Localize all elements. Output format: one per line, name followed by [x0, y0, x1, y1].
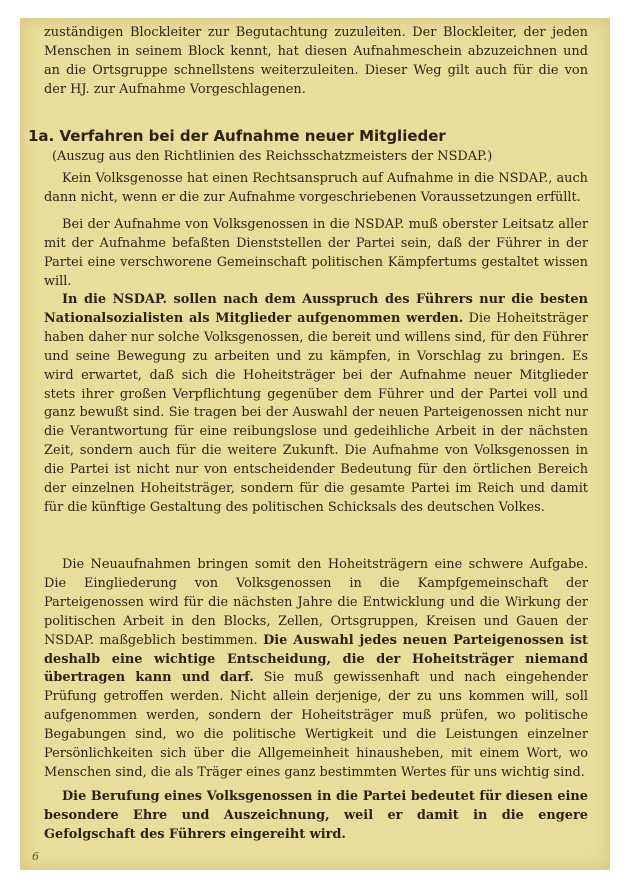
paragraph-3	[44, 291, 588, 518]
paragraph-4	[44, 556, 588, 783]
document-page	[20, 18, 610, 870]
intro-paragraph: zuständigen Blockleiter zur Begutachtung zuzuleiten. Der Blockleiter, der jeden Menschen in seinem Block kennt, hat diesen Aufnahmeschein abzuzeichnen und an die Ortsgruppe schnellstens weiterzuleiten. Dieser Weg gilt auch für die von der HJ. zur Aufnahme Vorgeschlagenen.	[44, 25, 588, 97]
paragraph-4-end: Sie muß gewissenhaft und nach eingehender Prüfung getroffen werden. Nicht allein derjenige, der zu uns kommen will, soll aufgenommen werden, sondern der Hoheitsträger muß prüfen, wo politische Begabungen sind, wo die politische Wertigkeit und die Leistungen einzelner Persönlichkeiten sich über die Allgemeinheit hinausheben, mit einem Wort, wo Menschen sind, die als Träger eines ganz bestimmten Wertes für uns wichtig sind.	[44, 670, 588, 780]
page-number: 6	[32, 850, 39, 863]
paragraph-1: Kein Volksgenosse hat einen Rechtsanspruch auf Aufnahme in die NSDAP., auch dann nicht, wenn er die zur Aufnahme vorgeschriebenen Voraussetzungen erfüllt.	[44, 171, 588, 205]
paragraph-2: Bei der Aufnahme von Volksgenossen in die NSDAP. muß oberster Leitsatz aller mit der Aufnahme befaßten Dienststellen der Partei sein, daß der Führer in der Partei eine verschworene Gemeinschaft politischen Kämpfertums gestaltet wissen will.	[44, 217, 588, 289]
paragraph-4-start: Die Neuaufnahmen bringen somit den Hoheitsträgern eine schwere Aufgabe. Die Eingliederung von Volksgenossen in die Kampfgemeinschaft der Parteigenossen wird für die nächsten Jahre die Entwicklung und die Wirkung der politischen Arbeit in den Blocks, Zellen, Ortsgruppen, Kreisen und Gauen der NSDAP. maßgeblich bestimmen.	[44, 557, 588, 648]
paragraph-3-rest: Die Hoheitsträger haben daher nur solche Volksgenossen, die bereit und willens sind, für den Führer und seine Bewegung zu arbeiten und zu kämpfen, in Vorschlag zu bringen. Es wird erwartet, daß sich die Hoheitsträger bei der Aufnahme neuer Mitglieder stets ihrer großen Verpflichtung gegenüber dem Führer und der Partei voll und ganz bewußt sind. Sie tragen bei der Auswahl der neuen Parteigenossen nicht nur die Verantwortung für eine reibungslose und gedeihliche Arbeit in der nächsten Zeit, sondern auch für die weitere Zukunft. Die Aufnahme von Volksgenossen in die Partei ist nicht nur von entscheidender Bedeutung für den örtlichen Bereich der einzelnen Hoheitsträger, sondern für die gesamte Partei im Reich und damit für die künftige Gestaltung des politischen Schicksals des deutschen Volkes.	[44, 310, 588, 515]
section-subheading: (Auszug aus den Richtlinien des Reichsschatzmeisters der NSDAP.)	[52, 149, 493, 164]
paragraph-5: Die Berufung eines Volksgenossen in die Partei bedeutet für diesen eine besondere Ehre und Auszeichnung, weil er damit in die engere Gefolgschaft des Führers eingereiht wird.	[44, 789, 588, 842]
section-heading: 1a. Verfahren bei der Aufnahme neuer Mitglieder	[28, 127, 446, 145]
paragraph-4-bold: Die Auswahl jedes neuen Parteigenossen ist deshalb eine wichtige Entscheidung, die der Hoheitsträger niemand übertragen kann und darf.	[44, 632, 588, 686]
paragraph-3-bold: In die NSDAP. sollen nach dem Ausspruch des Führers nur die besten Nationalsozialisten als Mitglieder aufgenommen werden.	[44, 292, 588, 326]
